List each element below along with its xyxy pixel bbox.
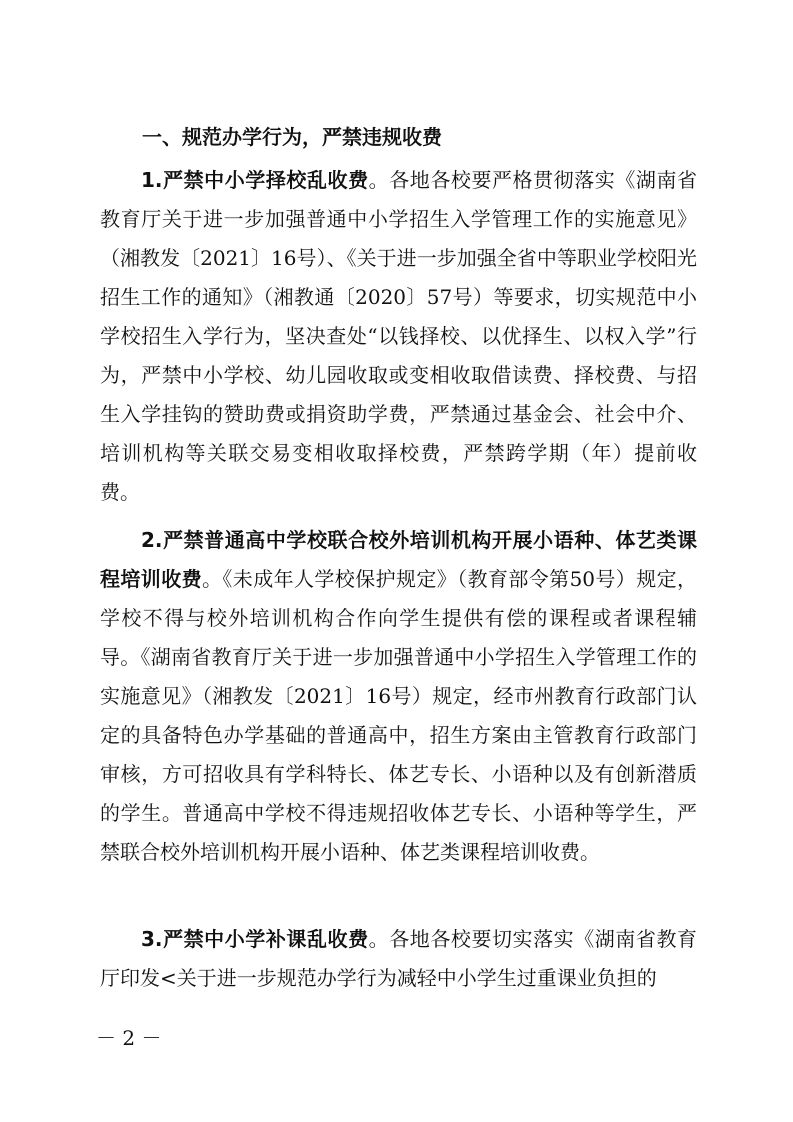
paragraph-body: 。《未成年人学校保护规定》（教育部令第50号）规定，学校不得与校外培训机构合作向学生提供有偿的课程或者课程辅导。《湖南省教育厅关于进一步加强普通中小学招生入学管理工作的实施意见》（湘教发〔2021〕16号）规定，经市州教育行政部门认定的具备特色办学基础的普通高中，招生方案由主管教育行政部门审核，方可招收具有学科特长、体艺专长、小语种以及有创新潜质的学生。普通高中学校不得违规招收体艺专长、小语种等学生，严禁联合校外培训机构开展小语种、体艺类课程培训收费。 — [100, 567, 698, 864]
paragraph-tutoring-fees — [100, 920, 697, 998]
paragraph-body: 。各地各校要切实落实《湖南省教育厅印发<关于进一步规范办学行为减轻中小学生过重课业负担的 — [100, 927, 698, 990]
paragraph-lead: 3.严禁中小学补课乱收费 — [141, 927, 369, 951]
paragraph-lead: 1.严禁中小学择校乱收费 — [141, 168, 369, 192]
paragraph-school-choice-fees — [100, 161, 697, 512]
paragraph-body: 。各地各校要严格贯彻落实《湖南省教育厅关于进一步加强普通中小学招生入学管理工作的实施意见》（湘教发〔2021〕16号）、《关于进一步加强全省中等职业学校阳光招生工作的通知》（湘教通〔2020〕57号）等要求，切实规范中小学校招生入学行为，坚决查处“以钱择校、以优择生、以权入学”行为，严禁中小学校、幼儿园收取或变相收取借读费、择校费、与招生入学挂钩的赞助费或捐资助学费，严禁通过基金会、社会中介、培训机构等关联交易变相收取择校费，严禁跨学期（年）提前收费。 — [100, 168, 698, 504]
paragraph-lead: 2.严禁普通高中学校联合校外培训机构开展小语种、体艺类课程培训收费 — [100, 528, 697, 591]
paragraph-high-school-training-fees — [100, 521, 697, 872]
page-number: － 2 － — [96, 1026, 162, 1050]
section-heading: 一、规范办学行为，严禁违规收费 — [142, 125, 442, 149]
